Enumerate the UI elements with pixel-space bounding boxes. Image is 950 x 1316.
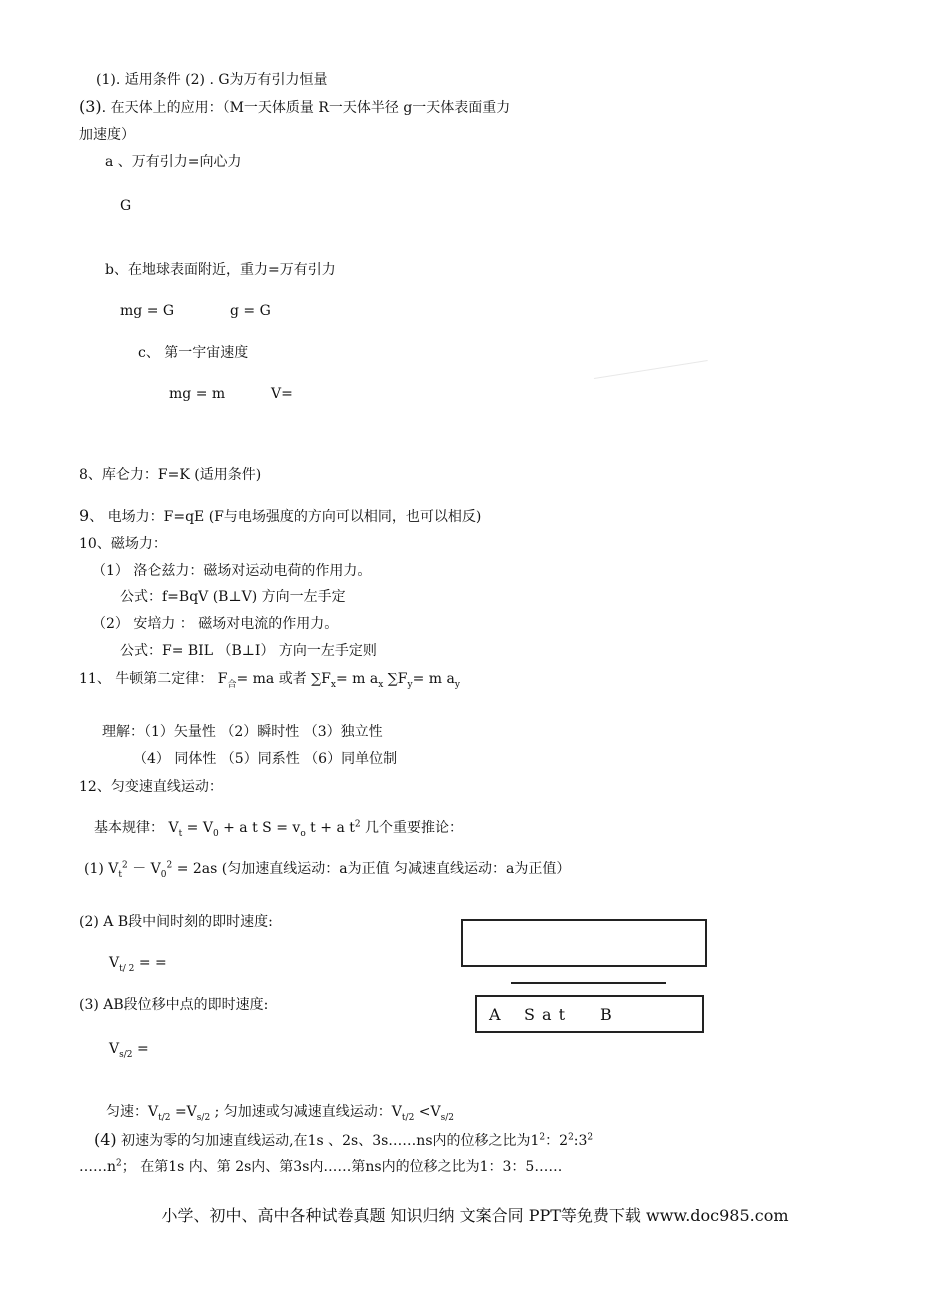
line-uniform-compare <box>106 1103 454 1121</box>
subscript: y <box>454 679 460 690</box>
subscript: s/2 <box>440 1112 454 1123</box>
line-inference-2 <box>79 913 273 931</box>
subscript: t/2 <box>401 1112 415 1123</box>
subscript: t <box>118 869 123 880</box>
text: = m a <box>335 671 379 687</box>
line-lorentz-formula <box>120 588 346 606</box>
subscript: 合 <box>227 679 237 690</box>
formula-g <box>120 197 131 215</box>
text: 加速度） <box>79 127 135 143</box>
line-ampere-formula <box>120 642 377 660</box>
subscript: x <box>378 679 384 690</box>
diagram-ab-box <box>475 995 704 1033</box>
text: G <box>120 198 132 214</box>
text: b、在地球表面附近，重力=万有引力 <box>105 262 336 278</box>
formula-mg-m <box>169 385 225 403</box>
line-lorentz <box>92 562 371 580</box>
formula-v <box>271 385 293 403</box>
subscript: s/2 <box>119 1049 133 1060</box>
diagram-label-sat: S a t <box>524 1005 567 1024</box>
text: 匀速：V <box>106 1104 159 1120</box>
text: （4） 同体性 （5）同系性 （6）同单位制 <box>133 751 398 767</box>
text: = V <box>182 820 213 836</box>
item-number: 9 <box>79 506 90 525</box>
faint-scan-line <box>594 360 708 379</box>
line-gravity-centripetal <box>105 153 242 171</box>
text: （2） 安培力 ： 磁场对电流的作用力。 <box>92 616 339 632</box>
superscript: 2 <box>116 1158 122 1169</box>
subscript: t/ 2 <box>119 963 135 974</box>
formula-v-t2 <box>109 954 167 972</box>
text: = ma 或者 ∑F <box>236 671 331 687</box>
text: = m a <box>412 671 455 687</box>
line-inference-4 <box>94 1131 593 1150</box>
formula-g-equals <box>230 302 271 320</box>
superscript: 2 <box>166 860 173 871</box>
line-electric-force <box>79 507 481 526</box>
text: 理解：（1）矢量性 （2）瞬时性 （3）独立性 <box>102 724 383 740</box>
subscript: 0 <box>212 828 219 839</box>
text: = = <box>134 955 167 971</box>
subscript: x <box>330 679 336 690</box>
line-understanding-2 <box>133 750 397 768</box>
line-newton-second-law <box>79 670 460 688</box>
subscript: t <box>178 828 183 839</box>
text: V <box>109 955 120 971</box>
line-celestial-application <box>79 98 510 117</box>
diagram-label-a: A <box>489 1005 502 1024</box>
diagram-label-b: B <box>600 1005 613 1024</box>
superscript: 2 <box>122 860 128 871</box>
line-inference-4-cont <box>79 1158 562 1176</box>
text: 、 电场力：F=qE (F与电场强度的方向可以相同，也可以相反) <box>89 509 482 525</box>
text: (3) AB段位移中点的即时速度: <box>79 997 269 1013</box>
text: 11、 牛顿第二定律： F <box>79 671 228 687</box>
subscript: s/2 <box>196 1112 211 1123</box>
line-ampere <box>92 615 338 633</box>
text: 10、磁场力： <box>79 536 167 552</box>
text: V <box>109 1041 120 1057</box>
superscript: 2 <box>568 1132 574 1143</box>
line-surface-gravity <box>105 261 336 279</box>
text: ; 匀加速或匀减速直线运动：V <box>210 1104 402 1120</box>
text: ∑F <box>383 671 408 687</box>
text: a 、万有引力=向心力 <box>105 154 242 170</box>
line-inference-1 <box>84 860 570 878</box>
line-understanding-1 <box>102 723 383 741</box>
text: :3 <box>573 1133 588 1149</box>
text: 8、库仑力：F=K (适用条件) <box>79 467 262 483</box>
diagram-top-box <box>461 919 707 967</box>
subscript: y <box>407 679 413 690</box>
text: g = G <box>230 303 271 319</box>
text: c、 第一宇宙速度 <box>138 345 249 361</box>
subscript: 0 <box>160 869 167 880</box>
text: ； 在第1s 内、第 2s内、第3s内……第ns内的位移之比为1：3：5…… <box>121 1159 563 1175</box>
line-applicability <box>96 71 328 89</box>
text: = <box>132 1041 149 1057</box>
line-acceleration <box>79 126 135 144</box>
text: (1) V <box>84 861 119 877</box>
line-basic-laws <box>94 819 463 837</box>
text: . 在天体上的应用：（M一天体质量 R一天体半径 g一天体表面重力 <box>101 100 511 116</box>
line-inference-3 <box>79 996 268 1014</box>
superscript: 2 <box>539 1132 546 1143</box>
line-coulomb <box>79 466 261 484</box>
line-magnetic-force <box>79 535 167 553</box>
text: （1） 洛仑兹力：磁场对运动电荷的作用力。 <box>92 563 372 579</box>
formula-v-s2 <box>109 1040 149 1058</box>
text: － V <box>127 861 161 877</box>
line-first-cosmic-velocity <box>138 344 248 362</box>
page-footer: 小学、初中、高中各种试卷真题 知识归纳 文案合同 PPT等免费下载 www.doc985.com <box>161 1206 789 1225</box>
text: mg = m <box>169 386 226 402</box>
formula-mg <box>120 302 174 320</box>
subscript: t/2 <box>158 1112 171 1123</box>
text: 初速为零的匀加速直线运动,在1s 、2s、3s……ns内的位移之比为1 <box>116 1133 540 1149</box>
text: mg = G <box>120 303 175 319</box>
superscript: 2 <box>587 1132 594 1143</box>
text: t + a t <box>305 820 355 836</box>
superscript: 2 <box>354 819 361 830</box>
text: 12、匀变速直线运动： <box>79 779 223 795</box>
diagram-divider-line <box>511 982 666 984</box>
text: 几个重要推论： <box>360 820 464 836</box>
text: <V <box>414 1104 441 1120</box>
text: =V <box>170 1104 197 1120</box>
item-number: (3) <box>79 97 102 116</box>
text: + a t S = v <box>218 820 301 836</box>
text: (1). 适用条件 (2) . G为万有引力恒量 <box>96 72 328 88</box>
text: 公式：F= BIL （B⊥I） 方向一左手定则 <box>120 643 377 659</box>
text: V= <box>271 386 293 402</box>
subscript: o <box>300 828 306 839</box>
text: ：2 <box>545 1133 569 1149</box>
item-number: (4) <box>94 1130 117 1149</box>
text: = 2as (匀加速直线运动：a为正值 匀减速直线运动：a为正值） <box>172 861 571 877</box>
text: 公式：f=BqV (B⊥V) 方向一左手定 <box>120 589 346 605</box>
text: 基本规律： V <box>94 820 179 836</box>
text: (2) A B段中间时刻的即时速度: <box>79 914 273 930</box>
line-uniform-accel <box>79 778 223 796</box>
text: ……n <box>79 1159 117 1175</box>
